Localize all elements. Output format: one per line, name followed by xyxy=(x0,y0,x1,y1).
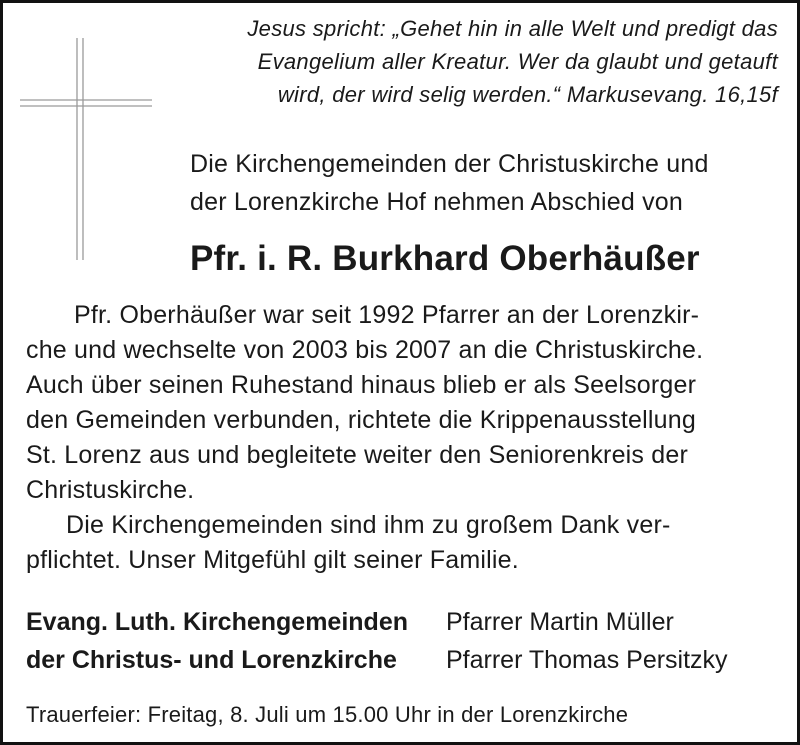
signature-row xyxy=(26,641,786,679)
pastor-name: Pfarrer Martin Müller xyxy=(446,608,674,636)
body-line: Auch über seinen Ruhestand hinaus blieb er als Seelsorger xyxy=(26,371,697,399)
body-line: den Gemeinden verbunden, richtete die Krippenausstellung xyxy=(26,406,696,434)
quote-line: wird, der wird selig werden.“ Markusevang. 16,15f xyxy=(277,82,778,107)
bible-quote xyxy=(178,12,778,111)
body-paragraph xyxy=(26,508,782,578)
signature-row xyxy=(26,603,786,641)
intro-text xyxy=(190,145,790,221)
body-line: Die Kirchengemeinden sind ihm zu großem Dank ver- xyxy=(66,511,671,539)
body-line: Pfr. Oberhäußer war seit 1992 Pfarrer an der Lorenzkir- xyxy=(74,301,700,329)
body-paragraph xyxy=(26,298,782,508)
quote-line: Jesus spricht: „Gehet hin in alle Welt und predigt das xyxy=(247,16,778,41)
body-line: Christuskirche. xyxy=(26,476,195,504)
body-line: che und wechselte von 2003 bis 2007 an die Christuskirche. xyxy=(26,336,704,364)
organization-line: der Christus- und Lorenzkirche xyxy=(26,646,397,674)
obituary-body xyxy=(26,298,782,578)
intro-line: Die Kirchengemeinden der Christuskirche und xyxy=(190,150,709,178)
organization-line: Evang. Luth. Kirchengemeinden xyxy=(26,608,408,636)
funeral-service-info: Trauerfeier: Freitag, 8. Juli um 15.00 Uhr in der Lorenzkirche xyxy=(26,702,629,727)
body-line: pflichtet. Unser Mitgefühl gilt seiner Familie. xyxy=(26,546,519,574)
intro-line: der Lorenzkirche Hof nehmen Abschied von xyxy=(190,188,684,216)
cross-icon xyxy=(20,38,152,260)
signature-block xyxy=(26,603,786,679)
quote-line: Evangelium aller Kreatur. Wer da glaubt und getauft xyxy=(257,49,778,74)
body-line: St. Lorenz aus und begleitete weiter den Seniorenkreis der xyxy=(26,441,689,469)
deceased-name: Pfr. i. R. Burkhard Oberhäußer xyxy=(190,239,700,278)
pastor-name: Pfarrer Thomas Persitzky xyxy=(446,646,728,674)
